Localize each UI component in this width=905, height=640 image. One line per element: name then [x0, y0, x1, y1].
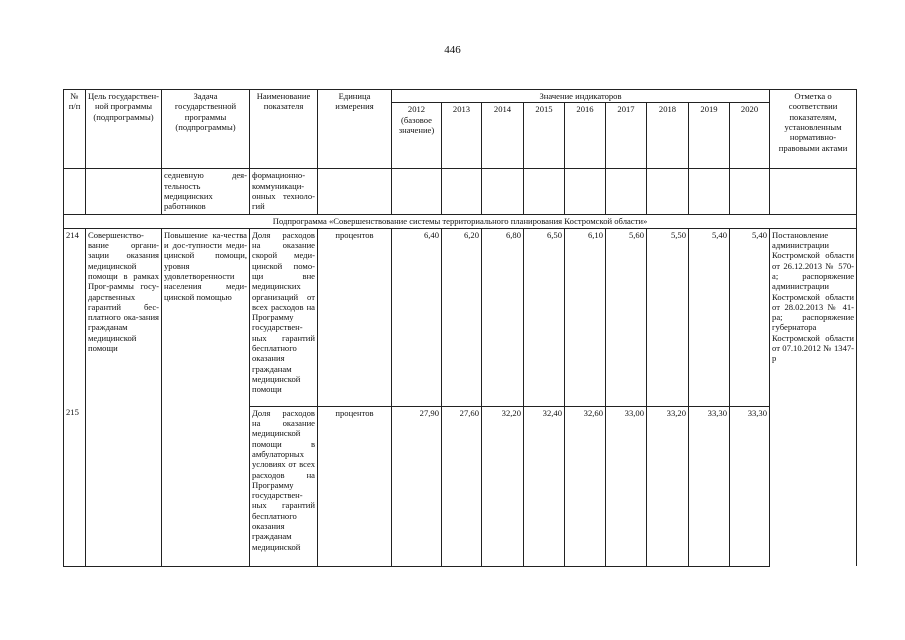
row-indicator: Доля расходов на оказание скорой меди-цинской помо-щи вне медицинских организаций от всех расходов на Программу государствен-ных гарантий бесплатного оказания гражданам медицинской помощи — [250, 228, 318, 406]
header-indicator: Наименование показателя — [250, 90, 318, 169]
row-number: 214 — [64, 228, 86, 406]
value-2018: 5,50 — [647, 228, 689, 406]
value-2020: 5,40 — [730, 228, 770, 406]
row-goal: Совершенство-вание органи-зации оказания медицинской помощи в рамках Прог-раммы госу-дарственных гарантий бес-платного ока-зания гражданам медицинской помощи — [86, 228, 162, 406]
continuation-indicator: формационно-коммуникаци-онных техноло-гий — [250, 169, 318, 215]
value-2013: 6,20 — [442, 228, 482, 406]
row-number: 215 — [64, 406, 86, 566]
value-2018: 33,20 — [647, 406, 689, 566]
value-2012: 27,90 — [392, 406, 442, 566]
value-2015: 6,50 — [524, 228, 565, 406]
row-unit: процентов — [318, 228, 392, 406]
header-year-2012: 2012 (базовое значение) — [392, 103, 442, 169]
header-year-2015: 2015 — [524, 103, 565, 169]
value-2017: 33,00 — [606, 406, 647, 566]
row-unit: процентов — [318, 406, 392, 566]
header-year-2017: 2017 — [606, 103, 647, 169]
table-row — [64, 406, 857, 566]
continuation-task: седневную дея-тельность медицинских работников — [162, 169, 250, 215]
row-indicator: Доля расходов на оказание медицинской помощи в амбулаторных условиях от всех расходов на Программу государствен-ных гарантий бесплатного оказания гражданам медицинской — [250, 406, 318, 566]
value-2017: 5,60 — [606, 228, 647, 406]
value-2019: 33,30 — [689, 406, 730, 566]
value-2019: 5,40 — [689, 228, 730, 406]
header-unit: Единица измерения — [318, 90, 392, 169]
value-2012: 6,40 — [392, 228, 442, 406]
subprogram-heading: Подпрограмма «Совершенствование системы территориального планирования Костромской области» — [64, 215, 857, 228]
value-2016: 6,10 — [565, 228, 606, 406]
header-note: Отметка о соответствии показателям, установленным нормативно-правовыми актами — [770, 90, 857, 169]
indicators-table — [63, 89, 857, 567]
page-number: 446 — [444, 44, 461, 56]
table-row — [64, 228, 857, 406]
header-year-2014: 2014 — [482, 103, 524, 169]
continuation-row — [64, 169, 857, 215]
row-task: Повышение ка-чества и дос-тупности меди-цинской помощи, уровня удовлетворенности населения меди-цинской помощью — [162, 228, 250, 406]
value-2013: 27,60 — [442, 406, 482, 566]
value-2014: 6,80 — [482, 228, 524, 406]
header-task: Задача государственной программы (подпрограммы) — [162, 90, 250, 169]
row-note: Постановление администрации Костромской области от 26.12.2013 № 570-а; распоряжение администрации Костромской области от 28.02.2013 № 41-ра; распоряжение губернатора Костромской области от 07.10.2012 № 1347-р — [770, 228, 857, 566]
header-year-2018: 2018 — [647, 103, 689, 169]
value-2015: 32,40 — [524, 406, 565, 566]
header-year-2019: 2019 — [689, 103, 730, 169]
header-year-2020: 2020 — [730, 103, 770, 169]
value-2014: 32,20 — [482, 406, 524, 566]
value-2020: 33,30 — [730, 406, 770, 566]
header-year-2013: 2013 — [442, 103, 482, 169]
header-year-2016: 2016 — [565, 103, 606, 169]
header-num: № п/п — [64, 90, 86, 169]
header-goal: Цель государствен-ной программы (подпрограммы) — [86, 90, 162, 169]
header-values-group: Значение индикаторов — [392, 90, 770, 103]
value-2016: 32,60 — [565, 406, 606, 566]
